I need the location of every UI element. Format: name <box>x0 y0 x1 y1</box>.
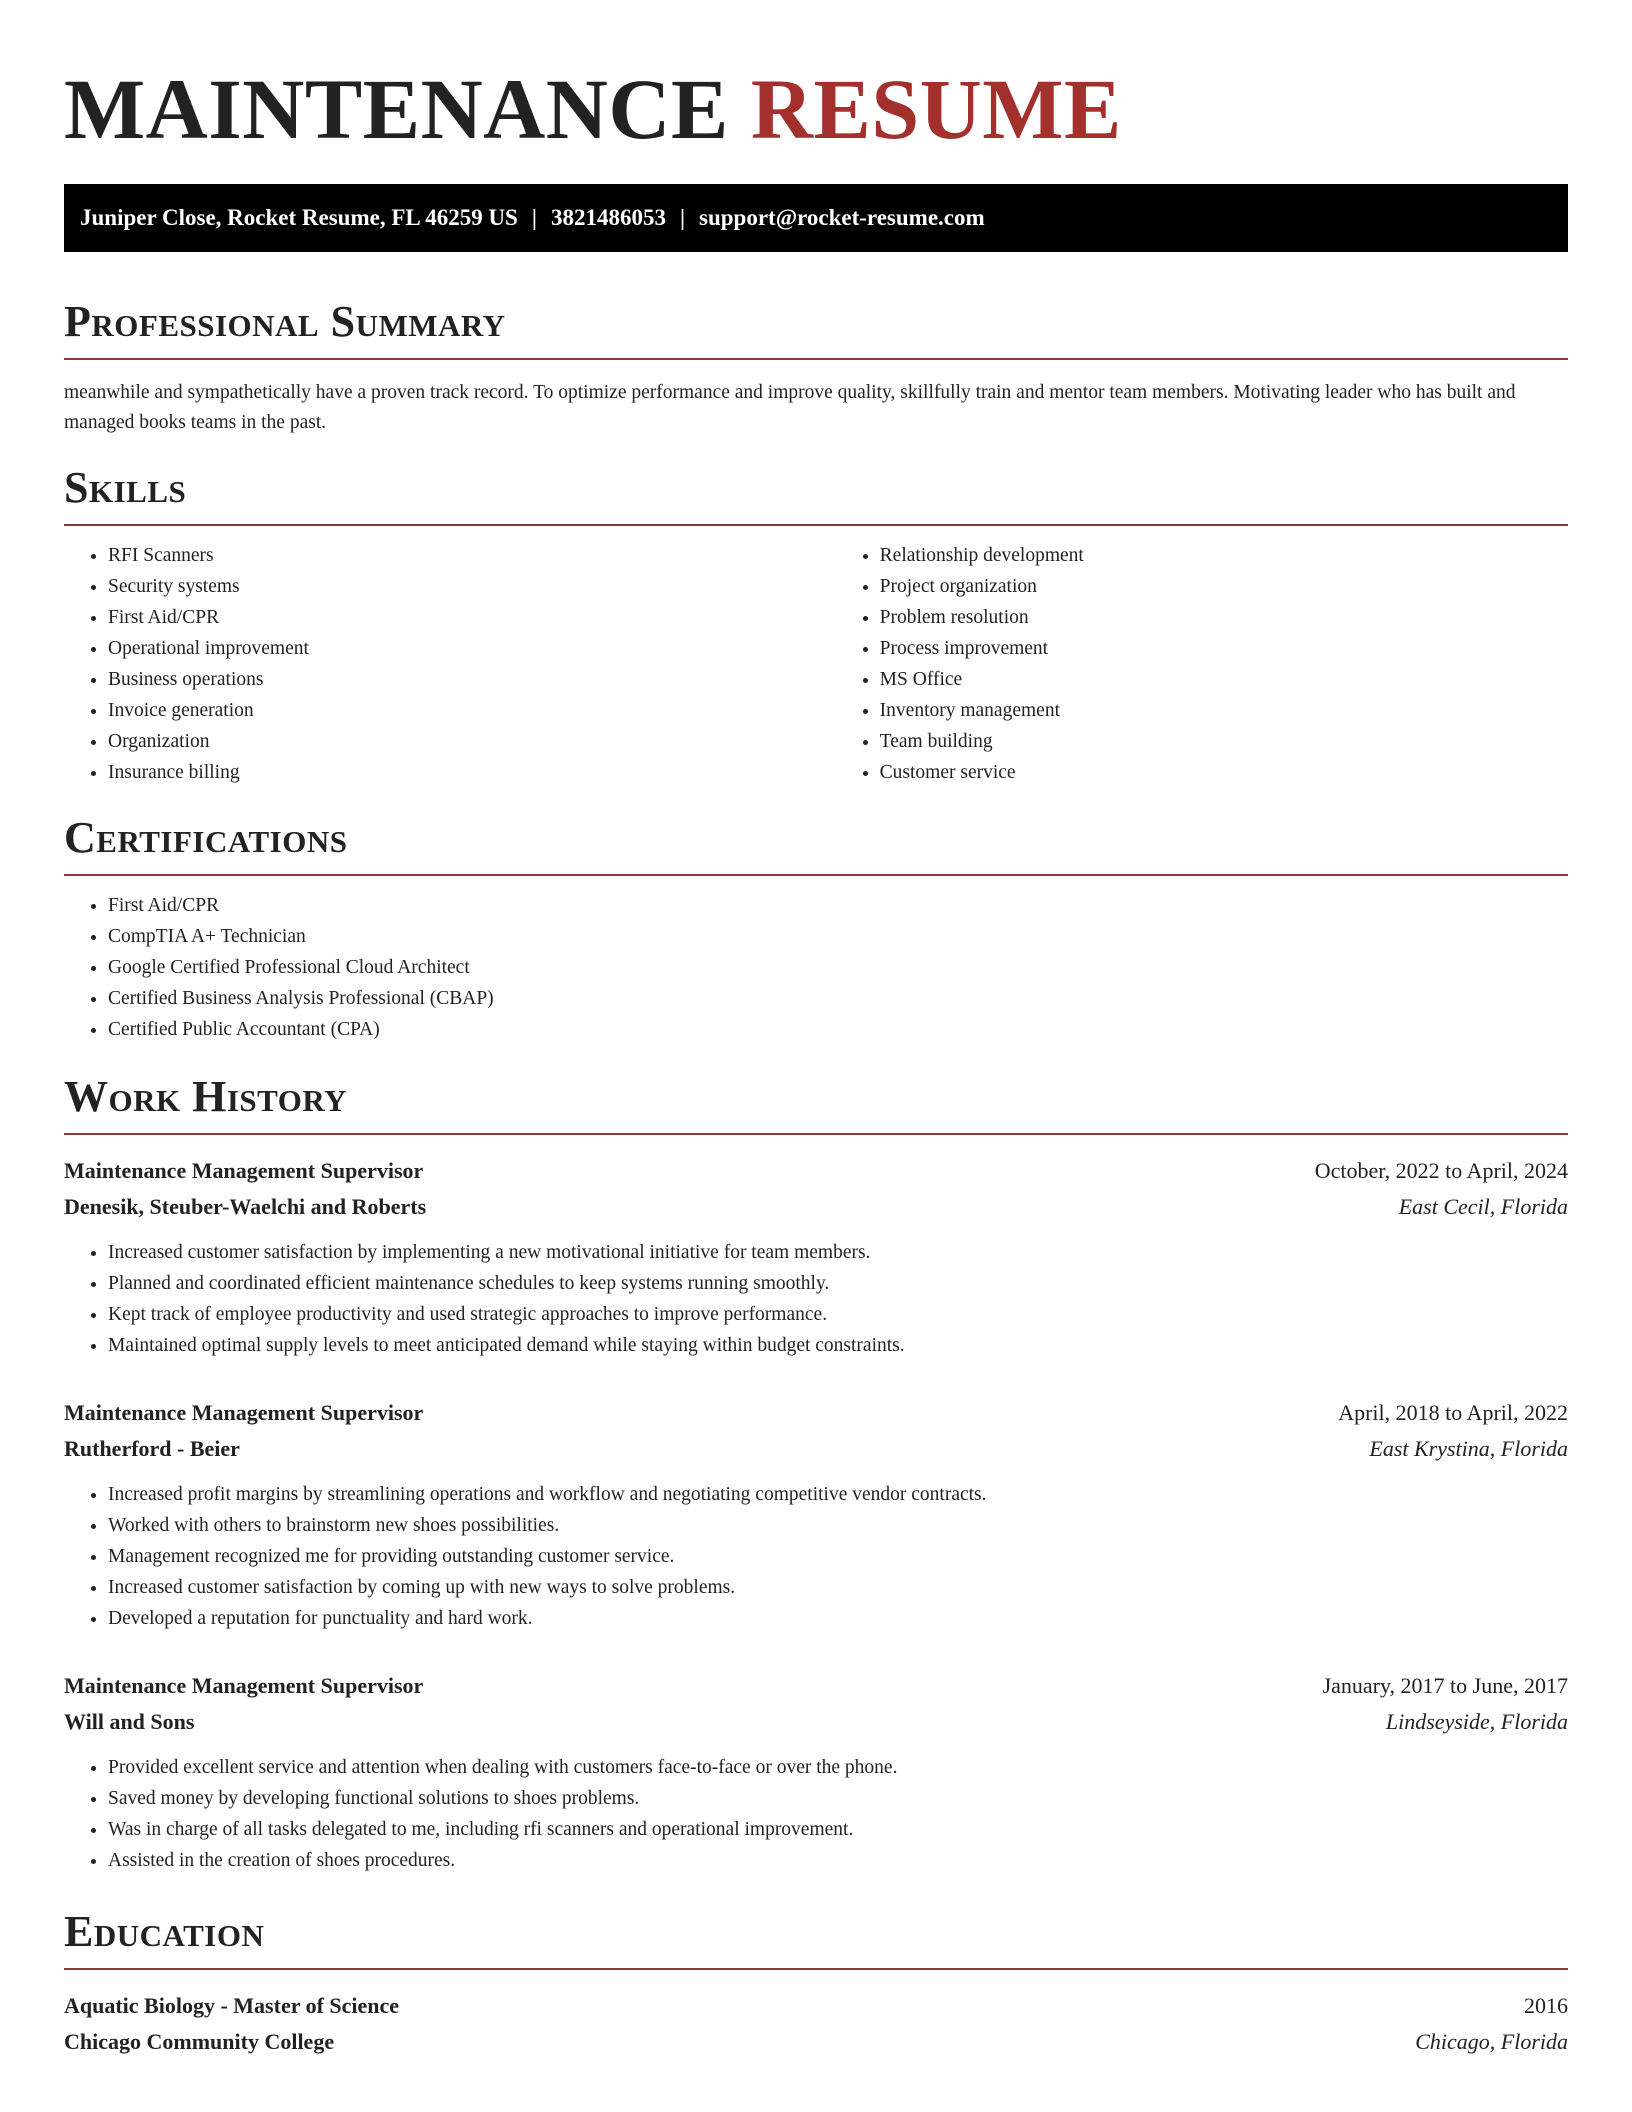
skill-item: • Security systems <box>108 571 836 602</box>
skill-item: • Operational improvement <box>108 633 836 664</box>
job-title: Maintenance Management Supervisor <box>64 1400 424 1425</box>
education-location: Chicago, Florida <box>1415 2029 1568 2054</box>
resume-title <box>64 61 1568 157</box>
certification-item: • Certified Business Analysis Professional (CBAP) <box>108 983 1568 1014</box>
job-duty: • Provided excellent service and attention when dealing with customers face-to-face or over the phone. <box>108 1752 1568 1783</box>
summary-text: meanwhile and sympathetically have a proven track record. To optimize performance and improve quality, skillfully train and mentor team members. Motivating leader who has built and managed books teams in the past. <box>64 382 1516 433</box>
skills-columns <box>64 540 1568 788</box>
job-duty: • Planned and coordinated efficient maintenance schedules to keep systems running smoothly. <box>108 1268 1568 1299</box>
job-duty: • Assisted in the creation of shoes procedures. <box>108 1845 1568 1876</box>
job-title-row <box>64 1395 1568 1431</box>
certifications-heading: Certifications <box>64 816 1568 876</box>
contact-address: Juniper Close, Rocket Resume, FL 46259 US <box>80 205 518 230</box>
contact-email[interactable]: support@rocket-resume.com <box>699 205 985 230</box>
contact-separator: | <box>679 205 686 230</box>
job-duties <box>64 1237 1568 1361</box>
certifications-list <box>64 890 1568 1045</box>
skill-item: • Process improvement <box>880 633 1568 664</box>
job-company: Rutherford - Beier <box>64 1436 240 1461</box>
skill-item: • Project organization <box>880 571 1568 602</box>
job-company-row <box>64 1431 1568 1467</box>
job-location: East Cecil, Florida <box>1398 1194 1568 1219</box>
skill-item: • Problem resolution <box>880 602 1568 633</box>
job-duty: • Maintained optimal supply levels to meet anticipated demand while staying within budget constraints. <box>108 1330 1568 1361</box>
job-duty: • Management recognized me for providing outstanding customer service. <box>108 1541 1568 1572</box>
job-dates: April, 2018 to April, 2022 <box>1338 1400 1568 1425</box>
skill-item: • Customer service <box>880 757 1568 788</box>
contact-bar <box>64 184 1568 252</box>
certification-item: • Certified Public Accountant (CPA) <box>108 1014 1568 1045</box>
skill-item: • First Aid/CPR <box>108 602 836 633</box>
certification-item: • Google Certified Professional Cloud Architect <box>108 952 1568 983</box>
job-duty: • Increased customer satisfaction by coming up with new ways to solve problems. <box>108 1572 1568 1603</box>
job-duty: • Increased profit margins by streamlining operations and workflow and negotiating competitive vendor contracts. <box>108 1479 1568 1510</box>
job-duty: • Developed a reputation for punctuality and hard work. <box>108 1603 1568 1634</box>
job-entry <box>64 1395 1568 1634</box>
skill-item: • Business operations <box>108 664 836 695</box>
job-entry <box>64 1153 1568 1361</box>
skill-item: • Insurance billing <box>108 757 836 788</box>
job-company-row <box>64 1704 1568 1740</box>
job-company-row <box>64 1189 1568 1225</box>
job-title: Maintenance Management Supervisor <box>64 1158 424 1183</box>
skills-heading: Skills <box>64 466 1568 526</box>
skills-list-left <box>64 540 836 788</box>
job-entry <box>64 1668 1568 1876</box>
education-school-row <box>64 2024 1568 2060</box>
skill-item: • Relationship development <box>880 540 1568 571</box>
certification-item: • First Aid/CPR <box>108 890 1568 921</box>
skills-list-right <box>836 540 1568 788</box>
job-duty: • Saved money by developing functional solutions to shoes problems. <box>108 1783 1568 1814</box>
work-history-heading: Work History <box>64 1075 1568 1135</box>
skill-item: • RFI Scanners <box>108 540 836 571</box>
job-duties <box>64 1479 1568 1634</box>
education-school: Chicago Community College <box>64 2029 335 2054</box>
title-part-2: RESUME <box>750 61 1122 157</box>
job-company: Denesik, Steuber-Waelchi and Roberts <box>64 1194 427 1219</box>
education-heading: Education <box>64 1910 1568 1970</box>
job-title: Maintenance Management Supervisor <box>64 1673 424 1698</box>
education-year: 2016 <box>1524 1993 1568 2018</box>
job-duty: • Increased customer satisfaction by implementing a new motivational initiative for team members. <box>108 1237 1568 1268</box>
skill-item: • Organization <box>108 726 836 757</box>
education-degree: Aquatic Biology - Master of Science <box>64 1993 400 2018</box>
job-dates: January, 2017 to June, 2017 <box>1322 1673 1568 1698</box>
education-degree-row <box>64 1988 1568 2024</box>
job-title-row <box>64 1153 1568 1189</box>
job-duties <box>64 1752 1568 1876</box>
job-location: East Krystina, Florida <box>1369 1436 1568 1461</box>
skill-item: • MS Office <box>880 664 1568 695</box>
certification-item: • CompTIA A+ Technician <box>108 921 1568 952</box>
summary-heading: Professional Summary <box>64 300 1568 360</box>
skill-item: • Team building <box>880 726 1568 757</box>
job-dates: October, 2022 to April, 2024 <box>1314 1158 1568 1183</box>
education-entry <box>64 1988 1568 2060</box>
job-company: Will and Sons <box>64 1709 195 1734</box>
title-part-1: MAINTENANCE <box>64 61 729 157</box>
job-duty: • Was in charge of all tasks delegated to me, including rfi scanners and operational improvement. <box>108 1814 1568 1845</box>
job-duty: • Worked with others to brainstorm new shoes possibilities. <box>108 1510 1568 1541</box>
job-title-row <box>64 1668 1568 1704</box>
contact-separator: | <box>531 205 537 230</box>
job-duty: • Kept track of employee productivity and used strategic approaches to improve performance. <box>108 1299 1568 1330</box>
skill-item: • Invoice generation <box>108 695 836 726</box>
job-location: Lindseyside, Florida <box>1385 1709 1568 1734</box>
skill-item: • Inventory management <box>880 695 1568 726</box>
contact-phone[interactable]: 3821486053 <box>550 205 666 230</box>
